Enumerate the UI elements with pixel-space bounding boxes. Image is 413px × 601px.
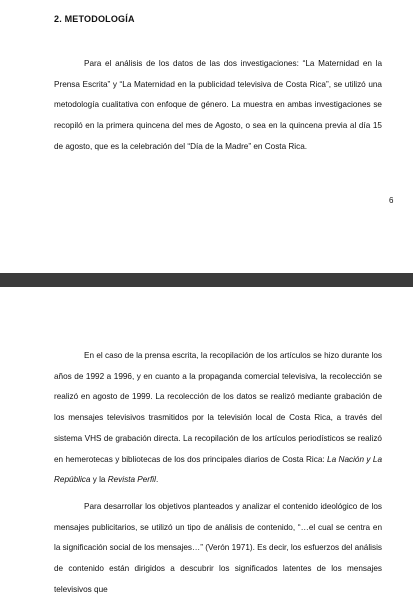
magazine-name: Revista Perfil <box>107 475 156 485</box>
analysis-paragraph <box>54 497 382 601</box>
period-text: . <box>155 475 159 485</box>
methodology-paragraph <box>54 54 382 158</box>
methodology-paragraph-text: Para el análisis de los datos de las dos investigaciones: “La Maternidad en la Prensa Escrita” y “La Maternidad en la publicidad televisiva de Costa Rica”, se utilizó una metodología cualitativa con enfoque de género. La muestra en ambas investigaciones se recopiló en la primera quincena del mes de Agosto, o sea en la quincena previa al día 15 de agosto, que es la celebración del “Día de la Madre” en Costa Rica. <box>54 59 382 151</box>
conjunction-text: y la <box>90 475 108 485</box>
document-page-1 <box>0 0 413 273</box>
document-page-2 <box>0 287 413 594</box>
newspaper-names: La Nación y La República <box>54 454 382 485</box>
section-heading: 2. METODOLOGÍA <box>54 14 135 24</box>
data-collection-paragraph <box>54 346 382 491</box>
page-separator <box>0 273 413 287</box>
page-number: 6 <box>389 196 394 205</box>
analysis-paragraph-text: Para desarrollar los objetivos planteados y analizar el contenido ideológico de los mensajes publicitarios, se utilizó un tipo de análisis de contenido, “…el cual se centra en la significación social de los mensajes…” (Verón 1971). Es decir, los esfuerzos del análisis de contenido están dirigidos a descubrir los significados latentes de los mensajes televisivos que <box>54 502 382 594</box>
data-collection-text: En el caso de la prensa escrita, la recopilación de los artículos se hizo durante los años de 1992 a 1996, y en cuanto a la propaganda comercial televisiva, la recolección se realizó en agosto de 1999. La recolección de los datos se realizó mediante grabación de los mensajes televisivos trasmitidos por la televisión local de Costa Rica, a través del sistema VHS de grabación directa. La recopilación de los artículos periodísticos se realizó en hemerotecas y bibliotecas de los dos principales diarios de Costa Rica: <box>54 351 382 464</box>
